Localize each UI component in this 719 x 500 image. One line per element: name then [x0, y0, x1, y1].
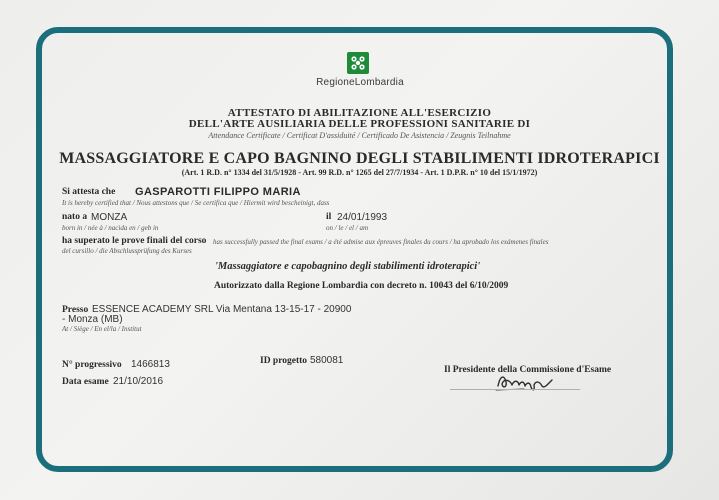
exam-date-label: Data esame — [62, 377, 109, 387]
birthplace-value: MONZA — [91, 212, 128, 223]
course-name: 'Massaggiatore e capobagnino degli stabilimenti idroterapici' — [215, 261, 481, 272]
certificate-title: MASSAGGIATORE E CAPO BAGNINO DEGLI STABILIMENTI IDROTERAPICI — [59, 150, 660, 167]
lombardia-rose-icon — [347, 52, 369, 74]
heading-line-2: DELL'ARTE AUSILIARIA DELLE PROFESSIONI SANITARIE DI — [188, 118, 531, 130]
heading-translations: Attendance Certificate / Certificat D'assiduité / Certificado De Asistencia / Zeugnis Teilnahme — [208, 131, 511, 140]
brand-name: RegioneLombardia — [316, 77, 404, 88]
signature-line — [450, 389, 580, 390]
exam-translation-2: del cursillo / die Abschlussprüfung des Kurses — [62, 247, 192, 255]
birthplace-label: nato a — [62, 212, 88, 222]
exam-label: ha superato le prove finali del corso — [62, 236, 207, 246]
birthdate-value: 24/01/1993 — [337, 212, 388, 223]
birthdate-label: il — [326, 212, 332, 222]
attest-label: Si attesta che — [62, 187, 116, 197]
authorization-note: Autorizzato dalla Regione Lombardia con decreto n. 10043 del 6/10/2009 — [214, 281, 509, 291]
progetto-value: 580081 — [310, 355, 344, 366]
progressivo-label: N° progressivo — [62, 360, 122, 370]
holder-name: GASPAROTTI FILIPPO MARIA — [135, 186, 301, 198]
president-signature — [494, 368, 556, 394]
heading-line-1: ATTESTATO DI ABILITAZIONE ALL'ESERCIZIO — [227, 107, 492, 119]
exam-translation-1: has successfully passed the final exams / a été admise aux épreuves finales du cours / ha aprobado los exámenes finales — [213, 238, 549, 246]
exam-date-value: 21/10/2016 — [113, 376, 164, 387]
presso-translation: At / Siège / En el/la / Institut — [62, 325, 142, 333]
law-references: (Art. 1 R.D. n° 1334 del 31/5/1928 - Art. 99 R.D. n° 1265 del 27/7/1934 - Art. 1 D.P.R. n° 10 del 15/1/1972) — [181, 168, 538, 177]
attest-translation: It is hereby certified that / Nous attestons que / Se certifica que / Hiermit wird bescheinigt, dass — [62, 199, 330, 207]
presso-address-line-1: ESSENCE ACADEMY SRL Via Mentana 13-15-17 - 20900 — [92, 304, 352, 315]
birthdate-translation: on / le / el / am — [326, 224, 368, 232]
president-label: Il Presidente della Commissione d'Esame — [444, 365, 612, 375]
progressivo-value: 1466813 — [131, 359, 170, 370]
presso-label: Presso — [62, 305, 89, 315]
presso-address-line-2: - Monza (MB) — [62, 314, 123, 325]
birthplace-translation: born in / née à / nacida en / geb in — [62, 224, 159, 232]
progetto-label: ID progetto — [260, 356, 308, 366]
